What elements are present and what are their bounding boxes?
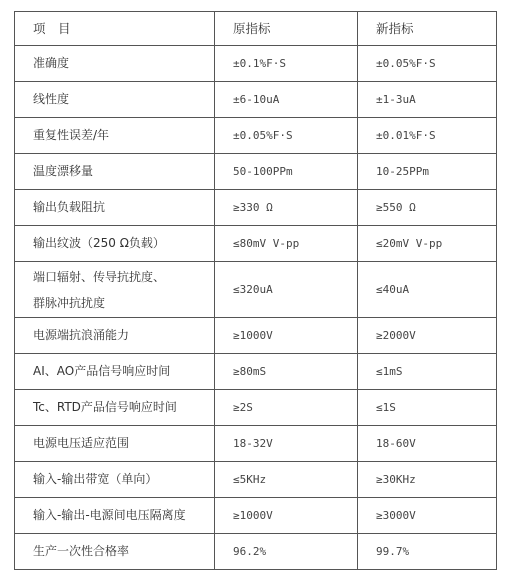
new-value: ≥3000V	[358, 498, 497, 534]
row-label-line: 端口辐射、传导抗扰度、	[33, 269, 166, 284]
row-label: AI、AO产品信号响应时间	[15, 354, 215, 390]
row-label: Tc、RTD产品信号响应时间	[15, 390, 215, 426]
table-row	[15, 426, 497, 462]
table-row	[15, 262, 497, 318]
original-value: ≥1000V	[215, 318, 358, 354]
original-value: ≤320uA	[215, 262, 358, 318]
row-label: 重复性误差/年	[15, 118, 215, 154]
header-new: 新指标	[358, 12, 497, 46]
spec-comparison-table	[14, 11, 497, 570]
row-label-line: 群脉冲抗扰度	[33, 295, 106, 310]
table-row	[15, 118, 497, 154]
new-value: ±0.05%F·S	[358, 46, 497, 82]
table-row	[15, 190, 497, 226]
table-header-row	[15, 12, 497, 46]
header-original: 原指标	[215, 12, 358, 46]
table-row	[15, 354, 497, 390]
new-value: ≤1S	[358, 390, 497, 426]
original-value: ≥1000V	[215, 498, 358, 534]
row-label: 生产一次性合格率	[15, 534, 215, 570]
table-row	[15, 534, 497, 570]
new-value: ≥2000V	[358, 318, 497, 354]
original-value: 18-32V	[215, 426, 358, 462]
header-item: 项 目	[15, 12, 215, 46]
new-value: ≤1mS	[358, 354, 497, 390]
new-value: ≥30KHz	[358, 462, 497, 498]
table-row	[15, 154, 497, 190]
table-row	[15, 82, 497, 118]
original-value: ≤5KHz	[215, 462, 358, 498]
original-value: ≥330 Ω	[215, 190, 358, 226]
original-value: ≥2S	[215, 390, 358, 426]
new-value: ≤20mV V-pp	[358, 226, 497, 262]
table-row	[15, 390, 497, 426]
row-label: 输入-输出-电源间电压隔离度	[15, 498, 215, 534]
original-value: ±0.1%F·S	[215, 46, 358, 82]
row-label: 线性度	[15, 82, 215, 118]
original-value: 96.2%	[215, 534, 358, 570]
new-value: ≤40uA	[358, 262, 497, 318]
new-value: ±0.01%F·S	[358, 118, 497, 154]
row-label: 输出纹波（250 Ω负载）	[15, 226, 215, 262]
original-value: ≤80mV V-pp	[215, 226, 358, 262]
table-row	[15, 498, 497, 534]
table-row	[15, 226, 497, 262]
table-row	[15, 46, 497, 82]
new-value: 10-25PPm	[358, 154, 497, 190]
new-value: ±1-3uA	[358, 82, 497, 118]
row-label: 电源电压适应范围	[15, 426, 215, 462]
row-label	[15, 262, 215, 318]
original-value: ±6-10uA	[215, 82, 358, 118]
row-label: 电源端抗浪涌能力	[15, 318, 215, 354]
table-row	[15, 462, 497, 498]
row-label: 准确度	[15, 46, 215, 82]
new-value: 99.7%	[358, 534, 497, 570]
new-value: 18-60V	[358, 426, 497, 462]
original-value: ≥80mS	[215, 354, 358, 390]
row-label: 输入-输出带宽（单向）	[15, 462, 215, 498]
new-value: ≥550 Ω	[358, 190, 497, 226]
original-value: ±0.05%F·S	[215, 118, 358, 154]
table-row	[15, 318, 497, 354]
row-label: 输出负载阻抗	[15, 190, 215, 226]
original-value: 50-100PPm	[215, 154, 358, 190]
row-label: 温度漂移量	[15, 154, 215, 190]
